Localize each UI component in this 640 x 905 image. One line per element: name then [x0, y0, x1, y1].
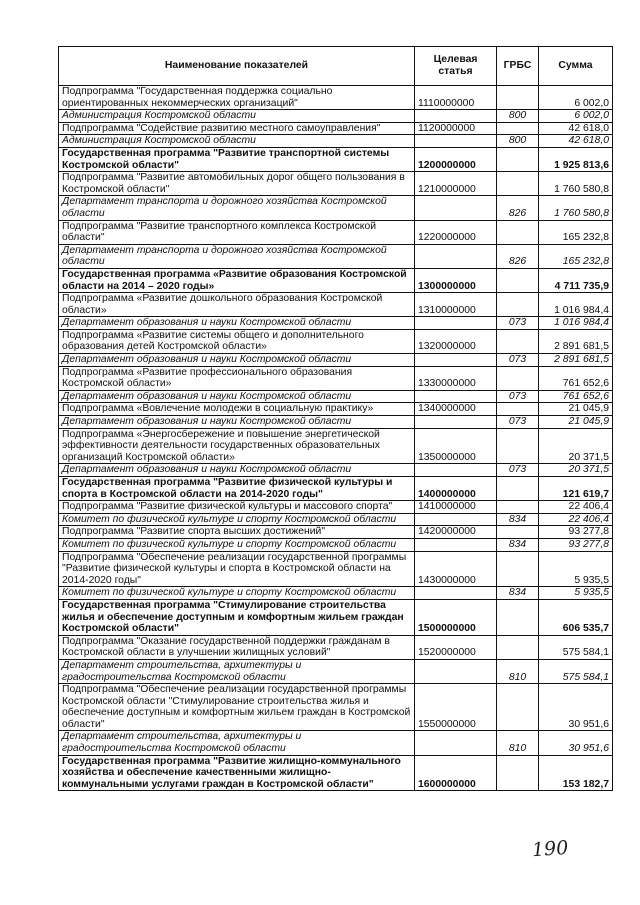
header-code: Целевая статья	[415, 47, 497, 86]
cell-code	[415, 354, 497, 367]
table-row	[59, 329, 613, 353]
cell-name: Администрация Костромской области	[59, 135, 415, 148]
cell-grbs: 073	[497, 354, 539, 367]
cell-sum: 121 619,7	[539, 477, 613, 501]
cell-name: Департамент транспорта и дорожного хозяйства Костромской области	[59, 196, 415, 220]
cell-name: Подпрограмма "Государственная поддержка социально ориентированных некоммерческих организаций"	[59, 86, 415, 110]
cell-code: 1210000000	[415, 172, 497, 196]
cell-grbs: 834	[497, 513, 539, 526]
cell-grbs	[497, 755, 539, 791]
cell-code	[415, 416, 497, 429]
cell-grbs	[497, 172, 539, 196]
cell-name: Департамент образования и науки Костромской области	[59, 416, 415, 429]
cell-name: Департамент образования и науки Костромской области	[59, 390, 415, 403]
cell-code: 1120000000	[415, 122, 497, 135]
table-row	[59, 599, 613, 635]
cell-sum: 1 016 984,4	[539, 317, 613, 330]
cell-grbs	[497, 220, 539, 244]
cell-name: Государственная программа "Стимулирование строительства жилья и обеспечение доступным и комфортным жильем граждан Костромской области"	[59, 599, 415, 635]
cell-sum: 21 045,9	[539, 403, 613, 416]
table-row	[59, 317, 613, 330]
cell-name: Подпрограмма «Развитие системы общего и дополнительного образования детей Костромской области»	[59, 329, 415, 353]
cell-code: 1400000000	[415, 477, 497, 501]
cell-name: Администрация Костромской области	[59, 110, 415, 123]
cell-code	[415, 731, 497, 755]
cell-code: 1340000000	[415, 403, 497, 416]
cell-grbs: 834	[497, 587, 539, 600]
cell-name: Подпрограмма "Развитие транспортного комплекса Костромской области"	[59, 220, 415, 244]
cell-code: 1200000000	[415, 147, 497, 171]
cell-sum: 20 371,5	[539, 428, 613, 464]
cell-sum: 6 002,0	[539, 86, 613, 110]
table-header-row	[59, 47, 613, 86]
table-row	[59, 587, 613, 600]
cell-name: Подпрограмма "Обеспечение реализации государственной программы "Развитие физической культуры и спорта в Костромской области на 2014-2020 годы"	[59, 551, 415, 587]
cell-grbs	[497, 122, 539, 135]
header-grbs: ГРБС	[497, 47, 539, 86]
cell-name: Подпрограмма "Обеспечение реализации государственной программы Костромской области "Стимулирование строительства жилья и обеспечение доступным и комфортным жильем граждан в Костромской области"	[59, 684, 415, 731]
cell-code: 1420000000	[415, 526, 497, 539]
cell-code	[415, 244, 497, 268]
cell-grbs: 826	[497, 196, 539, 220]
table-row	[59, 122, 613, 135]
cell-name: Департамент транспорта и дорожного хозяйства Костромской области	[59, 244, 415, 268]
cell-sum: 4 711 735,9	[539, 268, 613, 292]
table-row	[59, 526, 613, 539]
cell-grbs: 810	[497, 731, 539, 755]
cell-name: Государственная программа "Развитие жилищно-коммунального хозяйства и обеспечение качественными жилищно-коммунальными услугами граждан в Костромской области"	[59, 755, 415, 791]
cell-code	[415, 538, 497, 551]
cell-code	[415, 110, 497, 123]
table-row	[59, 428, 613, 464]
cell-grbs	[497, 293, 539, 317]
cell-sum: 93 277,8	[539, 538, 613, 551]
cell-grbs: 073	[497, 390, 539, 403]
table-row	[59, 513, 613, 526]
cell-name: Комитет по физической культуре и спорту Костромской области	[59, 513, 415, 526]
cell-sum: 575 584,1	[539, 659, 613, 683]
cell-grbs	[497, 684, 539, 731]
cell-grbs	[497, 329, 539, 353]
table-row	[59, 354, 613, 367]
table-row	[59, 86, 613, 110]
cell-code	[415, 390, 497, 403]
cell-grbs	[497, 147, 539, 171]
table-row	[59, 684, 613, 731]
cell-sum: 761 652,6	[539, 390, 613, 403]
cell-sum: 2 891 681,5	[539, 354, 613, 367]
cell-code: 1350000000	[415, 428, 497, 464]
cell-grbs	[497, 526, 539, 539]
table-row	[59, 135, 613, 148]
cell-sum: 30 951,6	[539, 731, 613, 755]
cell-name: Департамент строительства, архитектуры и градостроительства Костромской области	[59, 659, 415, 683]
cell-grbs: 826	[497, 244, 539, 268]
cell-grbs	[497, 551, 539, 587]
cell-grbs	[497, 403, 539, 416]
cell-grbs: 073	[497, 317, 539, 330]
cell-code: 1220000000	[415, 220, 497, 244]
cell-grbs	[497, 86, 539, 110]
cell-grbs: 073	[497, 464, 539, 477]
cell-name: Подпрограмма "Оказание государственной поддержки гражданам в Костромской области в улучшении жилищных условий"	[59, 635, 415, 659]
page-number: 190	[531, 836, 569, 862]
table-row	[59, 244, 613, 268]
cell-sum: 1 925 813,6	[539, 147, 613, 171]
cell-name: Подпрограмма "Развитие физической культуры и массового спорта"	[59, 501, 415, 514]
table-row	[59, 538, 613, 551]
table-row	[59, 403, 613, 416]
cell-sum: 165 232,8	[539, 220, 613, 244]
cell-name: Департамент образования и науки Костромской области	[59, 354, 415, 367]
table-row	[59, 501, 613, 514]
cell-grbs	[497, 635, 539, 659]
cell-name: Департамент образования и науки Костромской области	[59, 317, 415, 330]
cell-code: 1550000000	[415, 684, 497, 731]
cell-sum: 1 760 580,8	[539, 172, 613, 196]
cell-grbs	[497, 366, 539, 390]
table-row	[59, 416, 613, 429]
cell-code: 1330000000	[415, 366, 497, 390]
table-row	[59, 172, 613, 196]
cell-name: Подпрограмма «Вовлечение молодежи в социальную практику»	[59, 403, 415, 416]
table-row	[59, 635, 613, 659]
cell-code: 1110000000	[415, 86, 497, 110]
cell-name: Подпрограмма "Развитие спорта высших достижений"	[59, 526, 415, 539]
table-row	[59, 366, 613, 390]
cell-code: 1600000000	[415, 755, 497, 791]
cell-sum: 20 371,5	[539, 464, 613, 477]
cell-name: Государственная программа «Развитие образования Костромской области на 2014 – 2020 годы»	[59, 268, 415, 292]
cell-name: Департамент образования и науки Костромской области	[59, 464, 415, 477]
cell-name: Комитет по физической культуре и спорту Костромской области	[59, 538, 415, 551]
cell-grbs	[497, 599, 539, 635]
table-body	[59, 86, 613, 791]
table-row	[59, 293, 613, 317]
cell-code	[415, 513, 497, 526]
cell-code	[415, 317, 497, 330]
cell-sum: 5 935,5	[539, 587, 613, 600]
budget-table	[58, 46, 613, 791]
cell-code: 1300000000	[415, 268, 497, 292]
cell-sum: 42 618,0	[539, 135, 613, 148]
table-row	[59, 196, 613, 220]
table-row	[59, 390, 613, 403]
cell-sum: 22 406,4	[539, 501, 613, 514]
cell-code	[415, 659, 497, 683]
cell-code: 1430000000	[415, 551, 497, 587]
cell-sum: 93 277,8	[539, 526, 613, 539]
cell-name: Комитет по физической культуре и спорту Костромской области	[59, 587, 415, 600]
cell-grbs	[497, 268, 539, 292]
cell-name: Подпрограмма «Развитие профессионального образования Костромской области»	[59, 366, 415, 390]
cell-grbs: 800	[497, 110, 539, 123]
cell-code: 1320000000	[415, 329, 497, 353]
cell-sum: 575 584,1	[539, 635, 613, 659]
cell-grbs: 810	[497, 659, 539, 683]
cell-sum: 21 045,9	[539, 416, 613, 429]
cell-code: 1310000000	[415, 293, 497, 317]
cell-code	[415, 587, 497, 600]
cell-code: 1500000000	[415, 599, 497, 635]
cell-code	[415, 135, 497, 148]
cell-name: Государственная программа "Развитие транспортной системы Костромской области"	[59, 147, 415, 171]
cell-sum: 22 406,4	[539, 513, 613, 526]
header-sum: Сумма	[539, 47, 613, 86]
table-row	[59, 477, 613, 501]
table-row	[59, 755, 613, 791]
header-name: Наименование показателей	[59, 47, 415, 86]
cell-code: 1520000000	[415, 635, 497, 659]
cell-code: 1410000000	[415, 501, 497, 514]
cell-code	[415, 196, 497, 220]
cell-name: Подпрограмма «Энергосбережение и повышение энергетической эффективности деятельности государственных образовательных организаций Костромской области»	[59, 428, 415, 464]
cell-grbs	[497, 501, 539, 514]
table-row	[59, 268, 613, 292]
cell-grbs: 073	[497, 416, 539, 429]
cell-name: Департамент строительства, архитектуры и градостроительства Костромской области	[59, 731, 415, 755]
table-row	[59, 147, 613, 171]
cell-code	[415, 464, 497, 477]
cell-name: Подпрограмма «Развитие дошкольного образования Костромской области»	[59, 293, 415, 317]
cell-sum: 761 652,6	[539, 366, 613, 390]
cell-name: Подпрограмма "Содействие развитию местного самоуправления"	[59, 122, 415, 135]
table-row	[59, 659, 613, 683]
cell-grbs: 800	[497, 135, 539, 148]
table-row	[59, 731, 613, 755]
cell-grbs: 834	[497, 538, 539, 551]
cell-sum: 153 182,7	[539, 755, 613, 791]
table-row	[59, 551, 613, 587]
cell-sum: 2 891 681,5	[539, 329, 613, 353]
cell-name: Государственная программа "Развитие физической культуры и спорта в Костромской области на 2014-2020 годы"	[59, 477, 415, 501]
table-row	[59, 220, 613, 244]
cell-sum: 165 232,8	[539, 244, 613, 268]
table-row	[59, 464, 613, 477]
cell-name: Подпрограмма "Развитие автомобильных дорог общего пользования в Костромской области"	[59, 172, 415, 196]
cell-sum: 42 618,0	[539, 122, 613, 135]
table-row	[59, 110, 613, 123]
cell-sum: 1 016 984,4	[539, 293, 613, 317]
cell-grbs	[497, 428, 539, 464]
cell-sum: 1 760 580,8	[539, 196, 613, 220]
cell-sum: 30 951,6	[539, 684, 613, 731]
cell-sum: 606 535,7	[539, 599, 613, 635]
cell-sum: 6 002,0	[539, 110, 613, 123]
cell-sum: 5 935,5	[539, 551, 613, 587]
cell-grbs	[497, 477, 539, 501]
